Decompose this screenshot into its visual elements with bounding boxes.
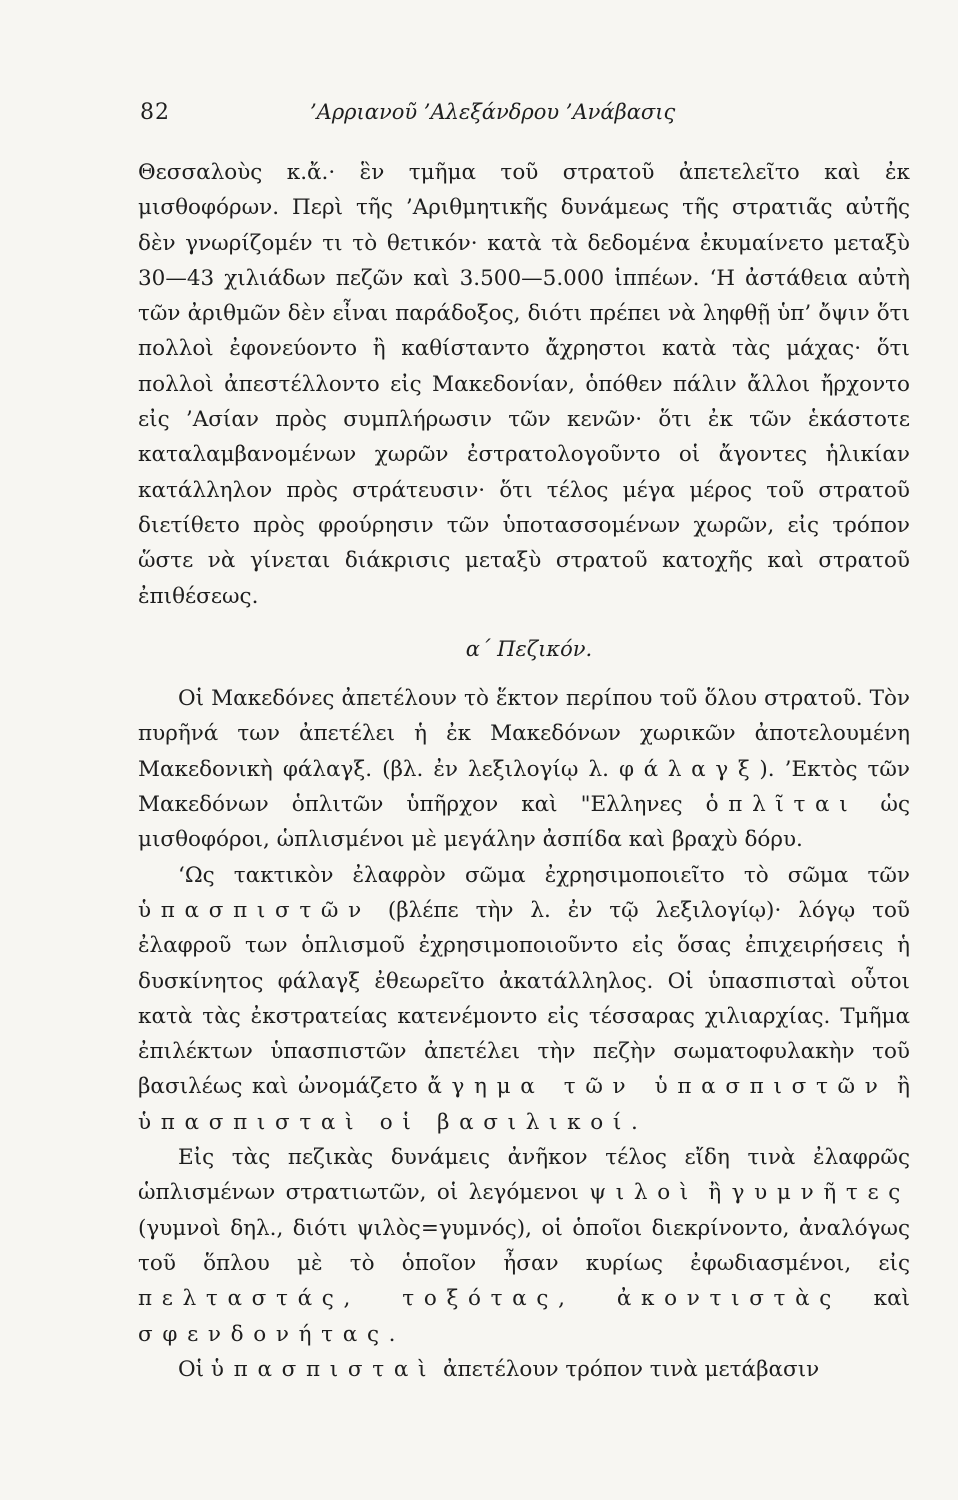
text-run: ὡς μισθοφόροι, ὡπλισμένοι μὲ μεγάλην ἀσπίδα καὶ βραχὺ δόρυ.: [138, 792, 910, 853]
spaced-term: ὑπασπιστῶν: [138, 897, 371, 923]
text-run: ἢ: [708, 1180, 722, 1206]
text-run: καὶ: [873, 1286, 911, 1312]
paragraph-continuation: [138, 1352, 910, 1387]
body-text: [138, 155, 910, 1387]
text-run: Οἱ Μακεδόνες ἀπετέλουν τὸ ἕκτον περίπου τοῦ ὅλου στρατοῦ. Τὸν πυρῆνά των ἀπετέλει ἡ ἐκ Μακεδόνων χωρικῶν ἀποτελουμένη Μακεδονικὴ φάλαγξ. (βλ. ἐν λεξιλογίῳ λ.: [138, 686, 910, 782]
text-run: Εἰς τὰς πεζικὰς δυνάμεις ἀνῆκον τέλος εἴδη τινὰ ἐλαφρῶς ὡπλισμένων στρατιωτῶν, οἱ λεγόμενοι: [138, 1145, 910, 1206]
text-run: (γυμνοὶ δηλ., διότι ψιλὸς=γυμνός), οἱ ὁποῖοι διεκρίνοντο, ἀναλόγως τοῦ ὅπλου μὲ τὸ ὁποῖον ἦσαν κυρίως ἐφωδιασμένοι, εἰς: [138, 1215, 910, 1276]
section-title: α΄ Πεζικόν.: [465, 636, 593, 661]
paragraph-phalanx: [138, 681, 910, 857]
spaced-term: πελταστάς, τοξότας, ἀκοντιστὰς: [138, 1286, 842, 1312]
spaced-term: φάλαγξ: [618, 756, 760, 782]
page-number: 82: [140, 100, 170, 125]
spaced-term: ψιλοὶ: [589, 1180, 698, 1206]
text-run: ‘Ως τακτικὸν ἐλαφρὸν σῶμα ἐχρησιμοποιεῖτο τὸ σῶμα τῶν: [178, 862, 910, 888]
text-run: (βλέπε τὴν λ. ἐν τῷ λεξιλογίῳ)· λόγῳ τοῦ ἐλαφροῦ των ὁπλισμοῦ ἐχρησιμοποιοῦντο εἰς ὅσας ἐπιχειρήσεις ἡ δυσκίνητος φάλαγξ ἐθεωρεῖτο ἀκατάλληλος. Οἱ ὑπασπισταὶ οὗτοι κατὰ τὰς ἐκστρατείας κατενέμοντο εἰς τέσσαρας χιλιαρχίας. Τμῆμα ἐπιλέκτων ὑπασπιστῶν ἀπετέλει τὴν πεζὴν σωματοφυλακὴν τοῦ βασιλέως καὶ ὠνομάζετο: [138, 897, 910, 1100]
text-run: ἢ: [897, 1074, 910, 1100]
spaced-term: ὑπασπισταὶ: [210, 1356, 437, 1382]
paragraph-intro: Θεσσαλοὺς κ.ἄ.· ἓν τμῆμα τοῦ στρατοῦ ἀπετελεῖτο καὶ ἐκ μισθοφόρων. Περὶ τῆς ’Αριθμητικῆς δυνάμεως τῆς στρατιᾶς αὐτῆς δὲν γνωρίζομέν τι τὸ θετικόν· κατὰ τὰ δεδομένα ἐκυμαίνετο μεταξὺ 30—43 χιλιάδων πεζῶν καὶ 3.500—5.000 ἱππέων. ‘Η ἀστάθεια αὐτὴ τῶν ἀριθμῶν δὲν εἶναι παράδοξος, διότι πρέπει νὰ ληφθῇ ὑπ’ ὄψιν ὅτι πολλοὶ ἐφονεύοντο ἢ καθίσταντο ἄχρηστοι κατὰ τὰς μάχας· ὅτι πολλοὶ ἀπεστέλλοντο εἰς Μακεδονίαν, ὁπόθεν πάλιν ἄλλοι ἤρχοντο εἰς ’Ασίαν πρὸς συμπλήρωσιν τῶν κενῶν· ὅτι ἐκ τῶν ἑκάστοτε καταλαμβανομένων χωρῶν ἐστρατολογοῦντο οἱ ἄγοντες ἡλικίαν κατάλληλον πρὸς στράτευσιν· ὅτι τέλος μέγα μέρος τοῦ στρατοῦ διετίθετο πρὸς φρούρησιν τῶν ὑποτασσομένων χωρῶν, εἰς τρόπον ὥστε νὰ γίνεται διάκρισις μεταξὺ στρατοῦ κατοχῆς καὶ στρατοῦ ἐπιθέσεως.: [138, 160, 910, 609]
spaced-term: ὑπασπισταὶ οἱ βασιλικοί.: [138, 1109, 648, 1135]
page-header: [140, 100, 910, 140]
running-title: ’Αρριανοῦ ’Αλεξάνδρου ’Ανάβασις: [310, 100, 676, 124]
text-run: ἀπετέλουν τρόπον τινὰ μετάβασιν: [442, 1356, 820, 1382]
spaced-term: σφενδονήτας.: [138, 1321, 406, 1347]
text-run: ). ’Εκτὸς τῶν Μακεδόνων ὁπλιτῶν ὑπῆρχον καὶ "Ελληνες: [138, 756, 911, 818]
text-run: Οἱ: [178, 1356, 205, 1382]
paragraph-light-troops: [138, 1140, 910, 1352]
spaced-term: ἄγημα τῶν ὑπασπιστῶν: [427, 1074, 888, 1100]
spaced-term: ὁπλῖται: [705, 792, 858, 818]
paragraph-hypaspists: [138, 858, 910, 1140]
spaced-term: γυμνῆτες: [731, 1180, 910, 1206]
